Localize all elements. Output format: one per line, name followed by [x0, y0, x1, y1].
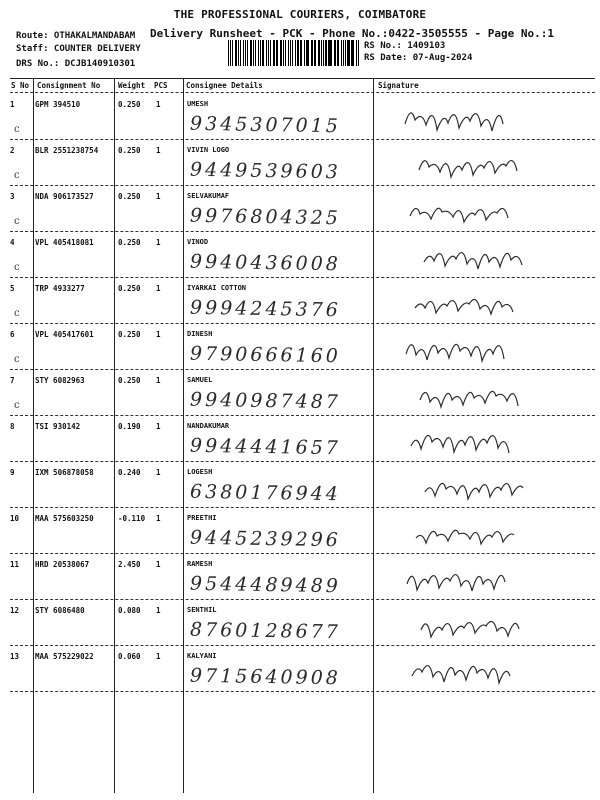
barcode-bar: [347, 40, 349, 66]
consignee-name: DINESH: [187, 330, 213, 338]
table-row: [10, 232, 595, 278]
barcode-bar: [288, 40, 289, 66]
pieces-count: 1: [156, 606, 161, 615]
consignee-name: IYARKAI COTTON: [187, 284, 247, 292]
row-sno: 13: [10, 652, 20, 661]
check-mark: c: [14, 124, 20, 135]
weight-value: 0.080: [118, 606, 141, 615]
table-row: [10, 416, 595, 462]
handwritten-phone: 9449539603: [189, 158, 342, 184]
row-sno: 10: [10, 514, 20, 523]
barcode-bar: [285, 40, 286, 66]
check-mark: c: [14, 262, 20, 273]
pieces-count: 1: [156, 468, 161, 477]
handwritten-phone: 9940987487: [189, 388, 342, 414]
weight-value: 0.250: [118, 330, 141, 339]
col-header-signature: Signature: [378, 81, 419, 90]
table-row: [10, 600, 595, 646]
rs-date: RS Date: 07-Aug-2024: [364, 53, 473, 63]
signature-image: [385, 282, 585, 320]
row-sno: 8: [10, 422, 15, 431]
barcode-bar: [311, 40, 312, 66]
row-sno: 6: [10, 330, 15, 339]
barcode-bar: [295, 40, 296, 66]
consignment-number: STY 6086480: [35, 606, 85, 615]
signature-image: [385, 558, 585, 596]
check-mark: c: [14, 308, 20, 319]
signature-image: [385, 328, 585, 366]
barcode-bar: [358, 40, 359, 66]
consignment-number: TRP 4933277: [35, 284, 85, 293]
row-sno: 3: [10, 192, 15, 201]
pieces-count: 1: [156, 100, 161, 109]
pieces-count: 1: [156, 330, 161, 339]
row-sno: 4: [10, 238, 15, 247]
table-row: [10, 94, 595, 140]
handwritten-phone: 9944441657: [189, 434, 342, 460]
runsheet-title: Delivery Runsheet - PCK - Phone No.:0422-3505555 - Page No.:1: [150, 27, 554, 40]
weight-value: 0.250: [118, 376, 141, 385]
pieces-count: 1: [156, 238, 161, 247]
pieces-count: 1: [156, 422, 161, 431]
barcode-bar: [235, 40, 237, 66]
company-name: THE PROFESSIONAL COURIERS, COIMBATORE: [173, 8, 427, 21]
table-row: [10, 370, 595, 416]
check-mark: c: [14, 170, 20, 181]
weight-value: -0.110: [118, 514, 146, 523]
pieces-count: 1: [156, 192, 161, 201]
barcode-bar: [232, 40, 233, 66]
barcode-bar: [292, 40, 293, 66]
consignee-name: NANDAKUMAR: [187, 422, 230, 430]
barcode-bar: [345, 40, 346, 66]
barcode-bar: [334, 40, 335, 66]
weight-value: 0.250: [118, 238, 141, 247]
barcode-bar: [250, 40, 252, 66]
barcode-bar: [307, 40, 308, 66]
weight-value: 0.060: [118, 652, 141, 661]
check-mark: c: [14, 354, 20, 365]
col-header-weight: Weight: [118, 81, 146, 90]
handwritten-phone: 9445239296: [189, 526, 342, 552]
table-row: [10, 508, 595, 554]
barcode-bar: [290, 40, 291, 66]
barcode-bar: [304, 40, 305, 66]
consignment-number: TSI 930142: [35, 422, 81, 431]
barcode-bar: [343, 40, 344, 66]
handwritten-phone: 9345307015: [189, 112, 342, 138]
barcode-bar: [243, 40, 244, 66]
handwritten-phone: 6380176944: [189, 480, 342, 506]
barcode-bar: [230, 40, 231, 66]
barcode-bar: [335, 40, 336, 66]
consignee-name: PREETHI: [187, 514, 217, 522]
barcode-bar: [277, 40, 278, 66]
consignee-name: SAMUEL: [187, 376, 213, 384]
table-top-rule: [10, 78, 595, 79]
barcode-bar: [266, 40, 267, 66]
barcode-bar: [318, 40, 319, 66]
handwritten-phone: 8760128677: [189, 618, 342, 644]
barcode-bar: [280, 40, 282, 66]
consignment-number: GPM 394510: [35, 100, 81, 109]
consignee-name: SELVAKUMAF: [187, 192, 230, 200]
signature-image: [385, 604, 585, 642]
weight-value: 0.190: [118, 422, 141, 431]
handwritten-phone: 9715640908: [189, 664, 342, 690]
consignment-number: NDA 906173527: [35, 192, 94, 201]
weight-value: 0.250: [118, 192, 141, 201]
consignment-number: MAA 575603250: [35, 514, 94, 523]
barcode-bar: [352, 40, 353, 66]
weight-value: 0.250: [118, 100, 141, 109]
barcode-bar: [306, 40, 307, 66]
handwritten-phone: 9940436008: [189, 250, 342, 276]
weight-value: 0.250: [118, 284, 141, 293]
col-header-pcs: PCS: [154, 81, 168, 90]
barcode: [228, 40, 360, 66]
weight-value: 0.240: [118, 468, 141, 477]
barcode-bar: [356, 40, 357, 66]
col-header-consignment: Consignment No: [37, 81, 101, 90]
pieces-count: 1: [156, 560, 161, 569]
table-row: [10, 278, 595, 324]
drs-number: DRS No.: DCJB140910301: [16, 59, 136, 69]
consignee-name: VIVIN LOGO: [187, 146, 230, 154]
handwritten-phone: 9976804325: [189, 204, 342, 230]
barcode-bar: [341, 40, 342, 66]
table-row: [10, 462, 595, 508]
rs-number: RS No.: 1409103: [364, 41, 446, 51]
signature-image: [385, 144, 585, 182]
row-sno: 7: [10, 376, 15, 385]
row-separator: [10, 691, 595, 692]
barcode-bar: [283, 40, 284, 66]
barcode-bar: [337, 40, 338, 66]
signature-image: [385, 466, 585, 504]
signature-image: [385, 420, 585, 458]
consignee-name: RAMESH: [187, 560, 213, 568]
pieces-count: 1: [156, 146, 161, 155]
signature-image: [385, 98, 585, 136]
handwritten-phone: 9790666160: [189, 342, 342, 368]
check-mark: c: [14, 216, 20, 227]
staff-label: Staff: COUNTER DELIVERY: [16, 44, 141, 54]
barcode-bar: [270, 40, 271, 66]
barcode-bar: [328, 40, 329, 66]
signature-image: [385, 512, 585, 550]
row-sno: 12: [10, 606, 20, 615]
row-sno: 1: [10, 100, 15, 109]
consignment-number: VPL 405417601: [35, 330, 94, 339]
handwritten-phone: 9994245376: [189, 296, 342, 322]
table-row: [10, 554, 595, 600]
barcode-bar: [245, 40, 246, 66]
barcode-bar: [247, 40, 248, 66]
barcode-bar: [351, 40, 352, 66]
route-label: Route: OTHAKALMANDABAM: [16, 31, 136, 41]
consignee-name: UMESH: [187, 100, 209, 108]
barcode-bar: [260, 40, 261, 66]
barcode-bar: [255, 40, 256, 66]
handwritten-phone: 9544489489: [189, 572, 342, 598]
row-sno: 9: [10, 468, 15, 477]
row-sno: 11: [10, 560, 20, 569]
barcode-bar: [273, 40, 274, 66]
table-row: [10, 646, 595, 692]
consignment-number: HRD 20538067: [35, 560, 90, 569]
row-sno: 2: [10, 146, 15, 155]
signature-image: [385, 236, 585, 274]
consignment-number: MAA 575229022: [35, 652, 94, 661]
weight-value: 0.250: [118, 146, 141, 155]
consignee-name: KALYANI: [187, 652, 217, 660]
barcode-bar: [325, 40, 326, 66]
consignee-name: SENTHIL: [187, 606, 217, 614]
table-row: [10, 186, 595, 232]
consignment-number: STY 6082963: [35, 376, 85, 385]
signature-image: [385, 190, 585, 228]
signature-image: [385, 374, 585, 412]
barcode-bar: [276, 40, 277, 66]
table-row: [10, 140, 595, 186]
barcode-bar: [238, 40, 239, 66]
weight-value: 2.450: [118, 560, 141, 569]
barcode-bar: [321, 40, 322, 66]
barcode-bar: [258, 40, 259, 66]
consignee-name: VINOD: [187, 238, 209, 246]
pieces-count: 1: [156, 284, 161, 293]
barcode-bar: [297, 40, 299, 66]
check-mark: c: [14, 400, 20, 411]
barcode-bar: [253, 40, 254, 66]
barcode-bar: [329, 40, 331, 66]
barcode-bar: [262, 40, 264, 66]
barcode-bar: [268, 40, 269, 66]
header-divider: [10, 92, 595, 93]
barcode-bar: [314, 40, 316, 66]
pieces-count: 1: [156, 652, 161, 661]
pieces-count: 1: [156, 376, 161, 385]
barcode-bar: [300, 40, 301, 66]
barcode-bar: [312, 40, 313, 66]
consignment-number: BLR 2551238754: [35, 146, 99, 155]
consignment-number: VPL 405418081: [35, 238, 94, 247]
barcode-bar: [323, 40, 324, 66]
barcode-bar: [228, 40, 229, 66]
barcode-bar: [240, 40, 241, 66]
row-sno: 5: [10, 284, 15, 293]
consignee-name: LOGESH: [187, 468, 213, 476]
signature-image: [385, 650, 585, 688]
col-header-consignee: Consignee Details: [186, 81, 263, 90]
consignment-number: IXM 506878058: [35, 468, 94, 477]
table-row: [10, 324, 595, 370]
pieces-count: 1: [156, 514, 161, 523]
col-header-sno: S No: [11, 81, 30, 90]
